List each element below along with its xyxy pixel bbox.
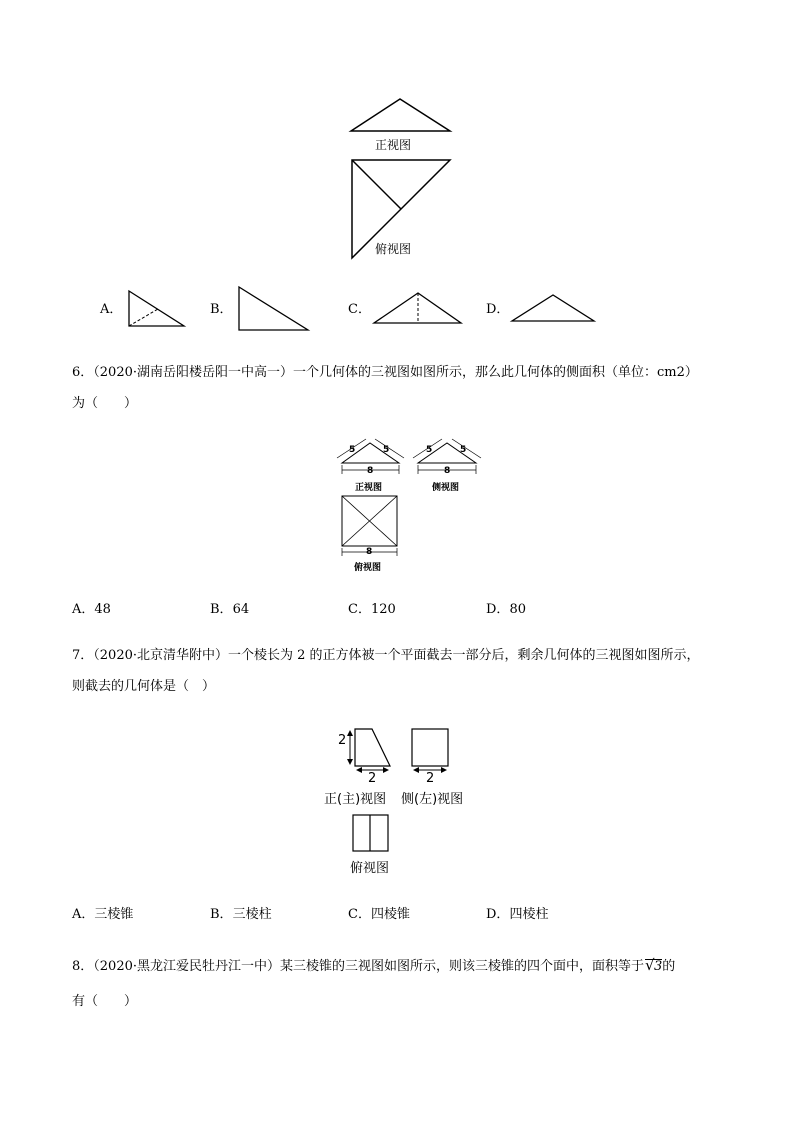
q7-option-b xyxy=(210,908,272,921)
q7-dim-front-width: 2 xyxy=(368,771,377,786)
q7-front-label: 正(主)视图 xyxy=(324,792,387,807)
q7-option-d xyxy=(486,908,548,921)
q7-dim-side-width: 2 xyxy=(426,771,435,786)
q5-top-view-label: 俯视图 xyxy=(375,242,412,256)
q7-option-a-text: 三棱锥 xyxy=(94,907,134,922)
q7-question-line2: 则截去的几何体是（ ） xyxy=(72,679,216,694)
q8-sqrt-value: 3 xyxy=(654,959,663,974)
q8-question-line2: 有（ ） xyxy=(72,994,138,1009)
q7-option-d-text: 四棱柱 xyxy=(509,907,549,922)
q6-option-b-text: 64 xyxy=(232,602,250,617)
q7-option-d-key: D． xyxy=(486,907,510,922)
q5-option-a-key: A． xyxy=(100,302,123,317)
q6-option-d-key: D． xyxy=(486,602,510,617)
q7-option-b-key: B． xyxy=(210,907,233,922)
q6-dim-side-base: 8 xyxy=(444,466,451,476)
q7-dim-height: 2 xyxy=(338,733,347,748)
q6-front-label: 正视图 xyxy=(355,483,383,493)
q7-option-c-key: C． xyxy=(348,907,371,922)
q6-top-label: 俯视图 xyxy=(354,563,382,573)
q6-option-a-key: A． xyxy=(72,602,95,617)
q6-dim-top-base: 8 xyxy=(366,547,373,557)
q7-option-b-text: 三棱柱 xyxy=(232,907,272,922)
q6-dim-side-left: 5 xyxy=(426,445,433,455)
q6-option-c-text: 120 xyxy=(370,602,396,617)
q7-option-a-key: A． xyxy=(72,907,95,922)
q7-option-a xyxy=(72,908,133,921)
q6-dim-side-right: 5 xyxy=(460,445,467,455)
q7-option-c-text: 四棱锥 xyxy=(370,907,410,922)
q7-question-line1: 7．（2020·北京清华附中）一个棱长为 2 的正方体被一个平面截去一部分后，剩余几何体的三视图如图所示， xyxy=(72,648,700,663)
q8-sqrt-radical-icon: √ xyxy=(645,956,655,974)
q6-option-b-key: B． xyxy=(210,602,233,617)
q8-question-line1 xyxy=(72,956,676,974)
q6-option-d-text: 80 xyxy=(509,602,526,617)
q5-option-d-key: D． xyxy=(486,302,510,317)
q6-dim-front-base: 8 xyxy=(367,466,374,476)
q5-front-view-label: 正视图 xyxy=(375,138,412,152)
q6-option-a-text: 48 xyxy=(94,602,111,617)
q7-top-label: 俯视图 xyxy=(350,861,390,876)
q6-question-line2: 为（ ） xyxy=(72,396,138,411)
q8-question-text-a: 8．（2020·黑龙江爱民牡丹江一中）某三棱锥的三视图如图所示，则该三棱锥的四个面中，面积等于 xyxy=(72,959,644,974)
q6-option-c-key: C． xyxy=(348,602,371,617)
q5-option-c-key: C． xyxy=(348,302,371,317)
q6-dim-front-left: 5 xyxy=(349,445,356,455)
q6-question-line1: 6．（2020·湖南岳阳楼岳阳一中高一）一个几何体的三视图如图所示，那么此几何体的侧面积（单位：cm2） xyxy=(72,365,698,380)
q5-option-b-key: B． xyxy=(210,302,233,317)
q6-side-label: 侧视图 xyxy=(432,483,460,493)
q7-side-label: 侧(左)视图 xyxy=(401,792,464,807)
q7-option-c xyxy=(348,908,410,921)
q8-question-text-b: 的 xyxy=(662,959,676,974)
q8-sqrt xyxy=(645,956,663,974)
q6-dim-front-right: 5 xyxy=(383,445,390,455)
